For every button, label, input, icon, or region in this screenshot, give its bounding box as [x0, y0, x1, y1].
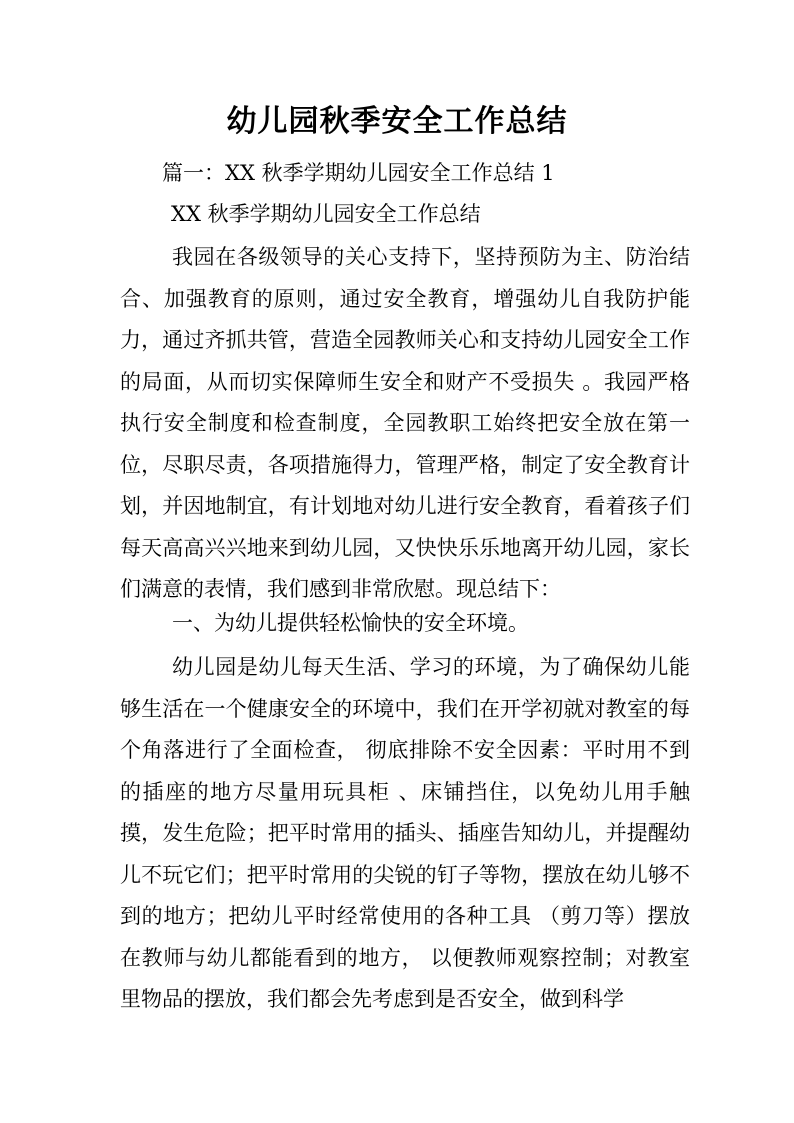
paragraph-intro: 我园在各级领导的关心支持下，坚持预防为主、防治结合、加强教育的原则，通过安全教育，增强幼儿自我防护能力，通过齐抓共管，营造全园教师关心和支持幼儿园安全工作的局面，从而切实保障师生安全和财产不受损失 。我园严格执行安全制度和检查制度，全园教职工始终把安全放在第一位，尽职尽责，各项措施得力，管理严格，制定了安全教育计划，并因地制宜，有计划地对幼儿进行安全教育，看着孩子们每天高高兴兴地来到幼儿园，又快快乐乐地离开幼儿园，家长们满意的表情，我们感到非常欣慰。现总结下：: [120, 245, 690, 601]
document-title: 幼儿园秋季安全工作总结: [226, 104, 568, 139]
paragraph-section-1: 幼儿园是幼儿每天生活、学习的环境，为了确保幼儿能够生活在一个健康安全的环境中，我们在开学初就对教室的每个角落进行了全面检查， 彻底排除不安全因素：平时用不到的插座的地方尽量用玩具柜 、床铺挡住，以免幼儿用手触摸，发生危险；把平时常用的插头、插座告知幼儿，并提醒幼儿不玩它们；把平时常用的尖锐的钉子等物，摆放在幼儿够不到的地方；把幼儿平时经常使用的各种工具 （剪刀等）摆放在教师与幼儿都能看到的地方， 以便教师观察控制；对教室里物品的摆放，我们都会先考虑到是否安全，做到科学: [120, 655, 690, 1011]
document-heading: XX 秋季学期幼儿园安全工作总结: [171, 202, 481, 226]
document-subtitle: 篇一：XX 秋季学期幼儿园安全工作总结 1: [162, 161, 555, 185]
section-heading-1: 一、为幼儿提供轻松愉快的安全环境。: [172, 611, 529, 635]
